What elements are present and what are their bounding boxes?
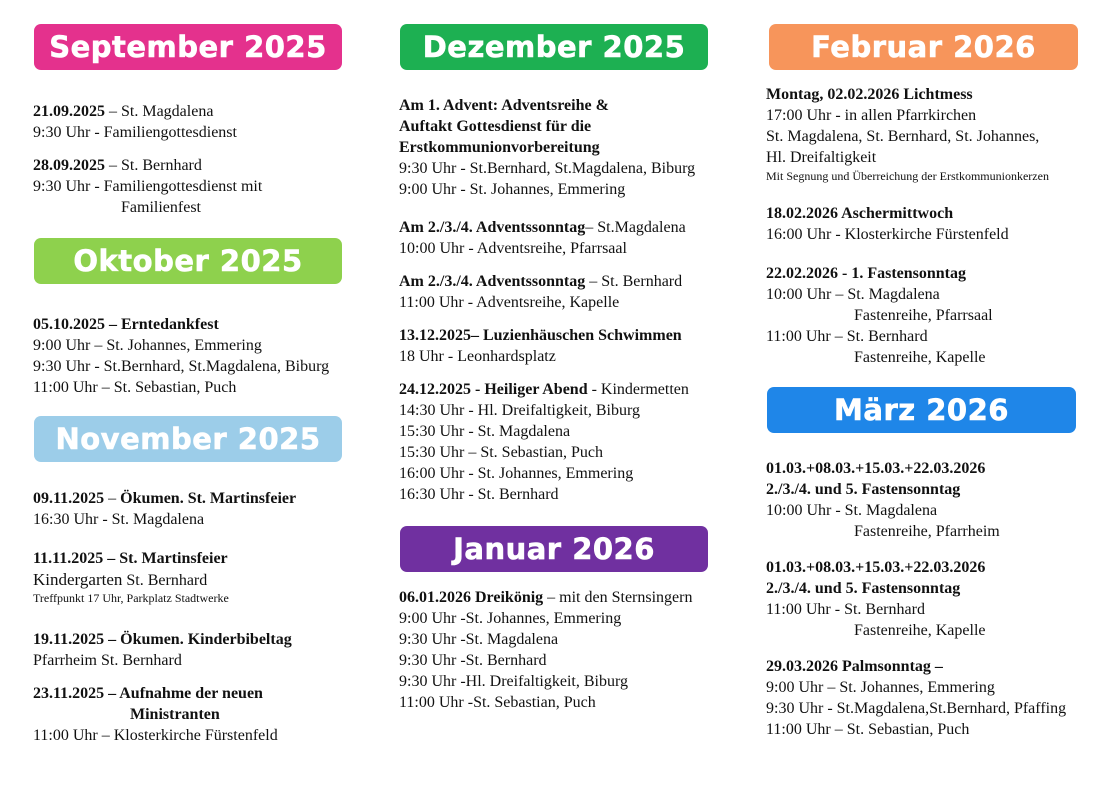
event-line: 9:30 Uhr - St.Bernhard, St.Magdalena, Biburg [33, 358, 330, 375]
event-sep-21: 21.09.2025 – St. Magdalena 9:30 Uhr - Familiengottesdienst [33, 103, 237, 141]
event-mar-fasten-bernhard: 01.03.+08.03.+15.03.+22.03.2026 2./3./4. und 5. Fastensonntag 11:00 Uhr - St. Bernhard Fastenreihe, Kapelle [766, 559, 986, 639]
event-jan-06: 06.01.2026 Dreikönig – mit den Sternsingern 9:00 Uhr -St. Johannes, Emmering 9:30 Uhr -St. Magdalena 9:30 Uhr -St. Bernhard 9:30 Uhr -Hl. Dreifaltigkeit, Biburg 11:00 Uhr -St. Sebastian, Puch [399, 589, 693, 711]
event-line: 11:00 Uhr – St. Sebastian, Puch [33, 379, 237, 396]
event-line: 15:30 Uhr – St. Sebastian, Puch [399, 444, 603, 461]
event-line: Fastenreihe, Pfarrheim [854, 523, 1000, 540]
event-feb-22 [766, 263, 993, 368]
event-line: 16:30 Uhr - St. Bernhard [399, 486, 559, 503]
event-line: 16:00 Uhr - St. Johannes, Emmering [399, 465, 634, 482]
month-header-dezember: Dezember 2025 [400, 24, 708, 70]
event-line: Pfarrheim St. Bernhard [33, 652, 182, 669]
event-dez-advent-magdalena: Am 2./3./4. Adventssonntag– St.Magdalena 10:00 Uhr - Adventsreihe, Pfarrsaal [399, 219, 686, 257]
month-header-maerz: März 2026 [767, 387, 1076, 433]
event-nov-19 [33, 629, 292, 671]
event-line: 16:30 Uhr - St. Magdalena [33, 511, 205, 528]
month-header-januar: Januar 2026 [400, 526, 708, 572]
month-header-februar: Februar 2026 [769, 24, 1078, 70]
event-line: St. Magdalena, St. Bernhard, St. Johannes, [766, 128, 1040, 145]
event-dez-24: 24.12.2025 - Heiliger Abend - Kindermetten 14:30 Uhr - Hl. Dreifaltigkeit, Biburg 15:30 Uhr - St. Magdalena 15:30 Uhr – St. Sebastian, Puch 16:00 Uhr - St. Johannes, Emmering 16:30 Uhr - St. Bernhard [399, 381, 689, 503]
event-okt-05 [33, 314, 329, 398]
event-dez-13 [399, 325, 682, 367]
event-line: 11:00 Uhr -St. Sebastian, Puch [399, 694, 596, 711]
event-line: 11:00 Uhr – St. Bernhard [766, 328, 928, 345]
event-line: 10:00 Uhr - St. Magdalena [766, 502, 938, 519]
event-mar-fasten-magdalena: 01.03.+08.03.+15.03.+22.03.2026 2./3./4. und 5. Fastensonntag 10:00 Uhr - St. Magdalena Fastenreihe, Pfarrheim [766, 460, 1000, 540]
event-date: 21.09.2025 [33, 103, 105, 120]
event-line: 9:30 Uhr - St.Magdalena,St.Bernhard, Pfaffing [766, 700, 1067, 717]
month-header-september: September 2025 [34, 24, 342, 70]
event-title: Montag, 02.02.2026 Lichtmess [766, 86, 973, 103]
event-line: 10:00 Uhr – St. Magdalena [766, 286, 940, 303]
event-nov-11: 11.11.2025 – St. Martinsfeier Kindergarten St. Bernhard Treffpunkt 17 Uhr, Parkplatz Stadtwerke [33, 548, 229, 611]
event-title: 22.02.2026 - 1. Fastensonntag [766, 265, 967, 282]
event-line: 9:00 Uhr -St. Johannes, Emmering [399, 610, 622, 627]
event-sep-28: 28.09.2025 – St. Bernhard 9:30 Uhr - Familiengottesdienst mit Familienfest [33, 157, 263, 216]
event-date: 28.09.2025 [33, 157, 105, 174]
event-line: 9:30 Uhr -St. Magdalena [399, 631, 559, 648]
event-title-cont: Ministranten [130, 706, 220, 723]
event-line: 11:00 Uhr - Adventsreihe, Kapelle [399, 294, 620, 311]
event-line: 9:00 Uhr - St. Johannes, Emmering [399, 181, 626, 198]
month-header-november: November 2025 [34, 416, 342, 462]
event-line: Hl. Dreifaltigkeit [766, 149, 877, 166]
event-nov-23 [33, 683, 278, 746]
event-dez-advent-bernhard: Am 2./3./4. Adventssonntag – St. Bernhard 11:00 Uhr - Adventsreihe, Kapelle [399, 273, 683, 311]
event-title: 29.03.2026 Palmsonntag – [766, 658, 943, 675]
event-line: 11:00 Uhr – St. Sebastian, Puch [766, 721, 970, 738]
event-line: 16:00 Uhr - Klosterkirche Fürstenfeld [766, 226, 1009, 243]
event-line: 11:00 Uhr - St. Bernhard [766, 601, 925, 618]
event-title: 11.11.2025 – St. Martinsfeier [33, 550, 228, 567]
event-line: 17:00 Uhr - in allen Pfarrkirchen [766, 107, 977, 124]
event-line: 15:30 Uhr - St. Magdalena [399, 423, 571, 440]
event-feb-18 [766, 203, 1009, 245]
event-line: 11:00 Uhr – Klosterkirche Fürstenfeld [33, 727, 278, 744]
month-header-oktober: Oktober 2025 [34, 238, 342, 284]
event-line: Familienfest [121, 199, 201, 216]
event-line: Fastenreihe, Kapelle [854, 622, 986, 639]
event-title: 19.11.2025 – Ökumen. Kinderbibeltag [33, 631, 292, 648]
event-title: 05.10.2025 – Erntedankfest [33, 316, 219, 333]
event-line: 9:30 Uhr -St. Bernhard [399, 652, 547, 669]
event-feb-02 [766, 84, 1049, 189]
event-title: 18.02.2026 Aschermittwoch [766, 205, 954, 222]
event-note: Treffpunkt 17 Uhr, Parkplatz Stadtwerke [33, 591, 229, 605]
event-line: Fastenreihe, Pfarrsaal [854, 307, 993, 324]
event-nov-09: 09.11.2025 – Ökumen. St. Martinsfeier 16:30 Uhr - St. Magdalena [33, 490, 297, 528]
event-line: 10:00 Uhr - Adventsreihe, Pfarrsaal [399, 240, 627, 257]
event-line: 18 Uhr - Leonhardsplatz [399, 348, 556, 365]
event-line: 9:00 Uhr – St. Johannes, Emmering [766, 679, 995, 696]
event-title: 13.12.2025– Luzienhäuschen Schwimmen [399, 327, 682, 344]
event-line: 9:00 Uhr – St. Johannes, Emmering [33, 337, 262, 354]
event-line: Fastenreihe, Kapelle [854, 349, 986, 366]
event-mar-29 [766, 656, 1066, 740]
event-line: 9:30 Uhr - Familiengottesdienst mit [33, 178, 263, 195]
event-line: 9:30 Uhr -Hl. Dreifaltigkeit, Biburg [399, 673, 628, 690]
event-line: 9:30 Uhr - St.Bernhard, St.Magdalena, Biburg [399, 160, 696, 177]
event-line: 9:30 Uhr - Familiengottesdienst [33, 124, 237, 141]
event-line: 14:30 Uhr - Hl. Dreifaltigkeit, Biburg [399, 402, 640, 419]
event-note: Mit Segnung und Überreichung der Erstkommunionkerzen [766, 169, 1049, 183]
event-dez-advent1: Am 1. Advent: Adventsreihe & Auftakt Gottesdienst für die Erstkommunionvorbereitung 9:30 Uhr - St.Bernhard, St.Magdalena, Biburg 9:00 Uhr - St. Johannes, Emmering [399, 97, 696, 198]
event-title: 23.11.2025 – Aufnahme der neuen [33, 685, 263, 702]
